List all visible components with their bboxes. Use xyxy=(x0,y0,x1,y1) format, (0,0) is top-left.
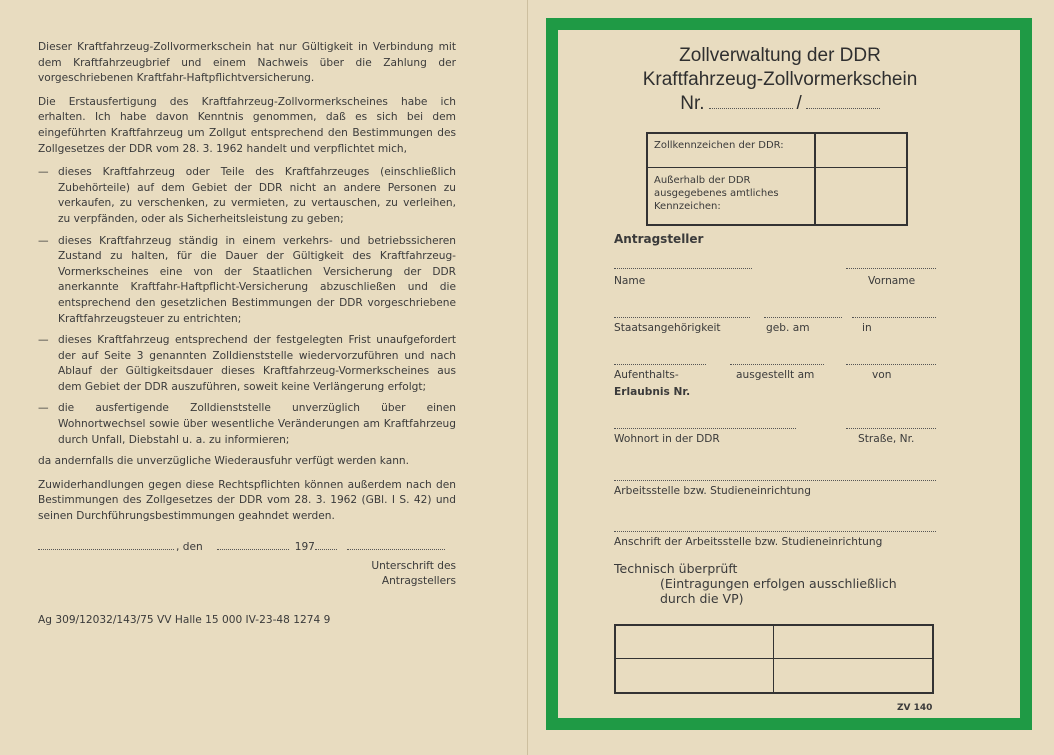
obligation-item: — die ausfertigende Zolldienststelle unverzüglich über einen Wohnortwechsel sowie über wesentliche Veränderungen am Kraftfahrzeug durch Unfall, Diebstahl u. a. zu informieren; xyxy=(38,402,456,446)
vorname-field[interactable] xyxy=(846,268,936,269)
authority-title: Zollverwaltung der DDR xyxy=(679,45,881,66)
form-header xyxy=(560,44,1000,116)
label-strasse: Straße, Nr. xyxy=(858,433,915,445)
paragraph-validity: Dieser Kraftfahrzeug-Zollvormerkschein hat nur Gültigkeit in Verbindung mit dem Kraftfahrzeugbrief und einem Nachweis über die Zahlung der vorgeschriebenen Kraftfahr-Haftpflichtversicherung. xyxy=(38,41,456,85)
ausgestellt-field[interactable] xyxy=(730,364,824,365)
number-field-1[interactable] xyxy=(709,98,793,109)
arbeit-field[interactable] xyxy=(614,480,936,481)
label-name: Name xyxy=(614,275,646,287)
foreign-plate-field[interactable] xyxy=(816,168,906,224)
strasse-field[interactable] xyxy=(846,428,936,429)
label-anschrift: Anschrift der Arbeitsstelle bzw. Studieneinrichtung xyxy=(614,536,883,548)
in-field[interactable] xyxy=(852,317,936,318)
technical-check: Technisch überprüft (Eintragungen erfolgen ausschließlich durch die VP) xyxy=(614,561,897,606)
paragraph-penalty: Zuwiderhandlungen gegen diese Rechtspflichten können außerdem nach den Bestimmungen des Zollgesetzes der DDR vom 28. 3. 1962 (GBl. I S. 42) und seinen Durchführungsbestimmungen geahndet werden. xyxy=(38,478,456,523)
year-field[interactable] xyxy=(315,539,337,550)
name-field[interactable] xyxy=(614,268,752,269)
print-code: Ag 309/12032/143/75 VV Halle 15 000 IV-23-48 1274 9 xyxy=(38,614,331,627)
number-field-2[interactable] xyxy=(806,98,880,109)
von-field[interactable] xyxy=(846,364,936,365)
label-ausgestellt: ausgestellt am xyxy=(736,369,815,381)
label-von: von xyxy=(872,369,892,381)
obligation-item: — dieses Kraftfahrzeug oder Teile des Kraftfahrzeuges (einschließlich Zubehörteile) auf dem Gebiet der DDR nicht an andere Personen zu verkaufen, zu verschenken, zu vermieten, zu vertauschen, zu verleihen, zu verpfänden, oder als Sicherheitsleistung zu geben; xyxy=(38,166,456,225)
signature-line: , den 197 xyxy=(38,539,456,556)
form-code: ZV 140 xyxy=(897,703,933,713)
obligation-item: — dieses Kraftfahrzeug entsprechend der festgelegten Frist unaufgefordert der auf Seite 3 genannten Zolldienststelle wiedervorzuführen und nach Ablauf der Gültigkeitsdauer dieses Kraftfahrzeug-Vormerkscheines aus dem Gebiet der DDR auszuführen, soweit keine Verlängerung erfolgt; xyxy=(38,334,456,393)
page-fold xyxy=(527,0,528,755)
grid-cell[interactable] xyxy=(774,626,932,659)
ddr-plate-label: Zollkennzeichen der DDR: xyxy=(648,134,816,168)
number-line: Nr. / xyxy=(680,92,880,116)
label-arbeit: Arbeitsstelle bzw. Studieneinrichtung xyxy=(614,485,811,497)
label-geb: geb. am xyxy=(766,322,810,334)
label-in: in xyxy=(862,322,872,334)
left-page-text xyxy=(38,40,456,629)
signature-field[interactable] xyxy=(347,539,445,550)
label-staat: Staatsangehörigkeit xyxy=(614,322,721,334)
form-title: Kraftfahrzeug-Zollvormerkschein xyxy=(642,69,918,90)
foreign-plate-label: Außerhalb der DDR ausgegebenes amtliches Kennzeichen: xyxy=(648,168,816,224)
anschrift-field[interactable] xyxy=(614,531,936,532)
geb-field[interactable] xyxy=(764,317,842,318)
label-vorname: Vorname xyxy=(868,275,916,287)
label-erlaubnis: Erlaubnis Nr. xyxy=(614,386,691,398)
grid-cell[interactable] xyxy=(616,626,774,659)
ddr-plate-field[interactable] xyxy=(816,134,906,168)
paragraph-reexport: da andernfalls die unverzügliche Wiederausfuhr verfügt werden kann. xyxy=(38,455,409,468)
label-aufenthalt: Aufenthalts- xyxy=(614,369,679,381)
aufenthalt-field[interactable] xyxy=(614,364,706,365)
paragraph-declaration: Die Erstausfertigung des Kraftfahrzeug-Zollvormerkscheines habe ich erhalten. Ich habe davon Kenntnis genommen, daß es sich bei dem eingeführten Kraftfahrzeug um Zollgut entsprechend den Bestimmungen des Zollgesetzes der DDR vom 28. 3. 1962 handelt und verpflichtet mich, xyxy=(38,95,456,155)
grid-cell[interactable] xyxy=(616,659,774,692)
signature-caption: Unterschrift des Antragstellers xyxy=(371,560,456,588)
grid-cell[interactable] xyxy=(774,659,932,692)
obligation-item: — dieses Kraftfahrzeug ständig in einem verkehrs- und betriebssicheren Zustand zu halten, für die Dauer der Gültigkeit des Kraftfahrzeug-Vormerkscheines eine von der Staatlichen Versicherung der DDR anerkannte Kraftfahr-Haftpflicht-Versicherung abzuschließen und die entsprechend den gesetzlichen Bestimmungen der DDR vorgeschriebene Kraftfahrzeugsteuer zu entrichten; xyxy=(38,234,456,325)
label-wohnort: Wohnort in der DDR xyxy=(614,433,720,445)
place-field[interactable] xyxy=(38,539,174,550)
date-field[interactable] xyxy=(217,539,289,550)
license-plate-box xyxy=(646,132,908,226)
wohnort-field[interactable] xyxy=(614,428,796,429)
section-antragsteller: Antragsteller xyxy=(614,232,704,246)
technical-check-grid xyxy=(614,624,934,694)
staat-field[interactable] xyxy=(614,317,750,318)
